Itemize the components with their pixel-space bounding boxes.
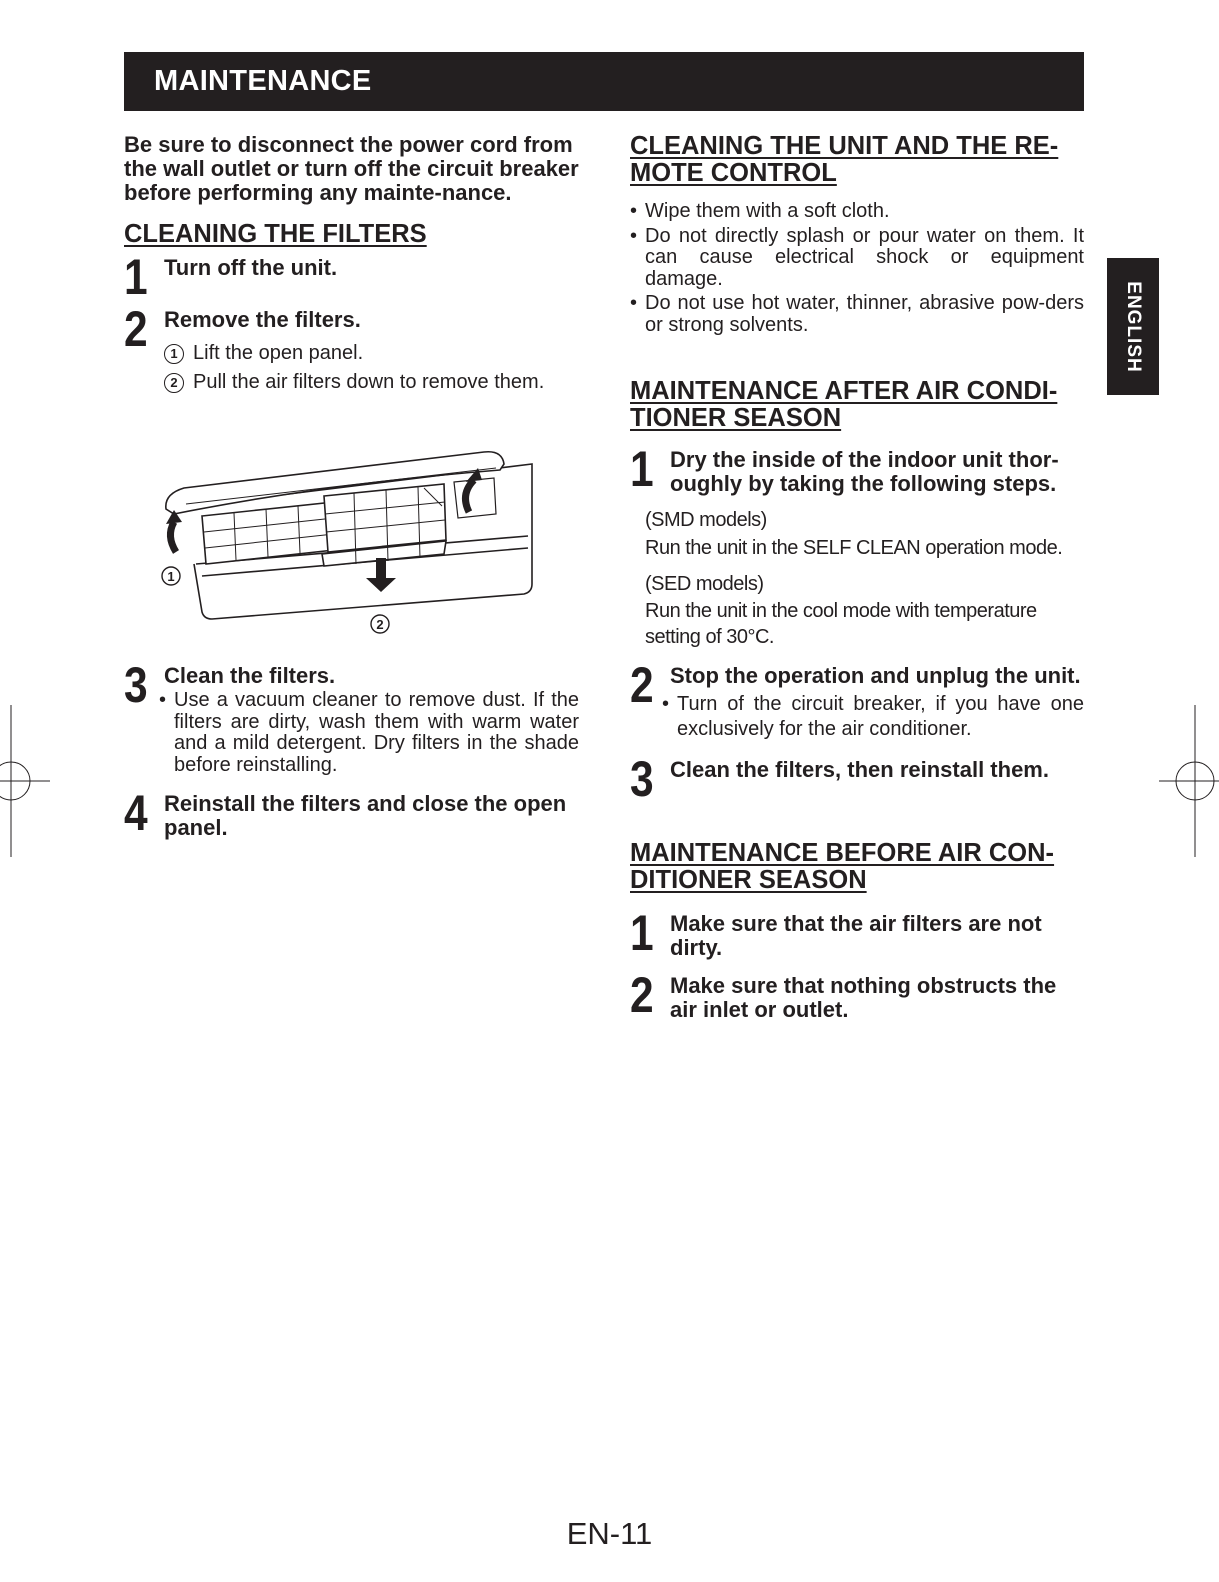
step-number: 1 <box>630 441 654 497</box>
step-number: 4 <box>124 785 148 841</box>
step-number: 3 <box>124 657 148 713</box>
filter-removal-illustration <box>124 424 579 644</box>
filter-step-2 <box>124 301 579 397</box>
callout-2: 2 <box>376 617 384 632</box>
smd-label: (SMD models) <box>645 509 767 531</box>
bullet-item: • Use a vacuum cleaner to remove dust. If the filters are dirty, wash them with warm water and a mild detergent. Dry filters in the shade before reinstalling. <box>159 689 579 776</box>
step-number: 2 <box>630 657 654 713</box>
step-3-bullets <box>159 690 579 776</box>
filter-step-3 <box>124 657 579 776</box>
substep <box>164 368 579 397</box>
cleaning-unit-heading: CLEANING THE UNIT AND THE RE-MOTE CONTROL <box>630 132 1059 187</box>
air-conditioner-illustration <box>124 424 579 644</box>
section-header-bar <box>124 52 1084 111</box>
language-tab <box>1107 258 1159 395</box>
step-title: Clean the filters, then reinstall them. <box>670 757 1049 782</box>
step-title: Stop the operation and unplug the unit. <box>670 663 1081 688</box>
before-step-2 <box>630 967 1084 1023</box>
step-title: Clean the filters. <box>164 663 336 688</box>
bullet-item: • Do not directly splash or pour water on them. It can cause electrical shock or equipment damage. <box>630 224 1084 290</box>
safety-warning: Be sure to disconnect the power cord from the wall outlet or turn off the circuit breaker before performing any mainte-nance. <box>124 132 579 205</box>
step-title: Dry the inside of the indoor unit thor-oughly by taking the following steps. <box>670 447 1059 496</box>
circled-number: 1 <box>164 344 184 364</box>
step-title: Make sure that nothing obstructs the air inlet or outlet. <box>670 973 1057 1022</box>
step-title: Remove the filters. <box>164 307 361 332</box>
after-step-3 <box>630 751 1084 820</box>
step-title: Turn off the unit. <box>164 255 338 280</box>
step-number: 3 <box>630 751 654 807</box>
bullet-item: • Do not use hot water, thinner, abrasive pow-ders or strong solvents. <box>630 292 1084 336</box>
sed-text: Run the unit in the cool mode with temperature setting of 30°C. <box>645 600 1037 648</box>
callout-1: 1 <box>167 569 175 584</box>
before-season-heading: MAINTENANCE BEFORE AIR CON-DITIONER SEASON <box>630 839 1055 894</box>
language-tab-label: ENGLISH <box>1123 280 1144 373</box>
after-step-2 <box>630 657 1084 742</box>
substep <box>164 339 579 368</box>
left-column <box>124 133 579 840</box>
before-step-1 <box>630 905 1084 961</box>
after-season-heading: MAINTENANCE AFTER AIR CONDI-TIONER SEASON <box>630 377 1058 432</box>
smd-models-note <box>645 506 1084 650</box>
bullet-item: • Wipe them with a soft cloth. <box>630 200 890 222</box>
sed-label: (SED models) <box>645 573 764 595</box>
step-number: 2 <box>630 967 654 1023</box>
step-2-bullets <box>662 692 1084 742</box>
registration-mark-right <box>1159 705 1219 857</box>
registration-mark-left <box>0 705 50 857</box>
filter-step-1 <box>124 249 579 305</box>
substep-text: Lift the open panel. <box>193 342 364 364</box>
bullet-item: • Turn of the circuit breaker, if you have one exclusively for the air conditioner. <box>662 693 1084 740</box>
substep-text: Pull the air filters down to remove them. <box>193 371 545 393</box>
circled-number: 2 <box>164 373 184 393</box>
step-number: 1 <box>630 905 654 961</box>
step-number: 1 <box>124 249 148 305</box>
after-step-1 <box>630 441 1084 497</box>
step-title: Make sure that the air filters are not dirty. <box>670 911 1042 960</box>
step-title: Reinstall the filters and close the open panel. <box>164 791 567 840</box>
filter-step-4 <box>124 785 579 841</box>
step-number: 2 <box>124 301 148 357</box>
page-title: MAINTENANCE <box>154 65 372 97</box>
right-column <box>630 133 1084 1022</box>
cleaning-filters-heading: CLEANING THE FILTERS <box>124 220 427 248</box>
smd-text: Run the unit in the SELF CLEAN operation mode. <box>645 537 1063 559</box>
unit-cleaning-bullets <box>630 201 1084 336</box>
page-number: EN-11 <box>566 1516 653 1551</box>
